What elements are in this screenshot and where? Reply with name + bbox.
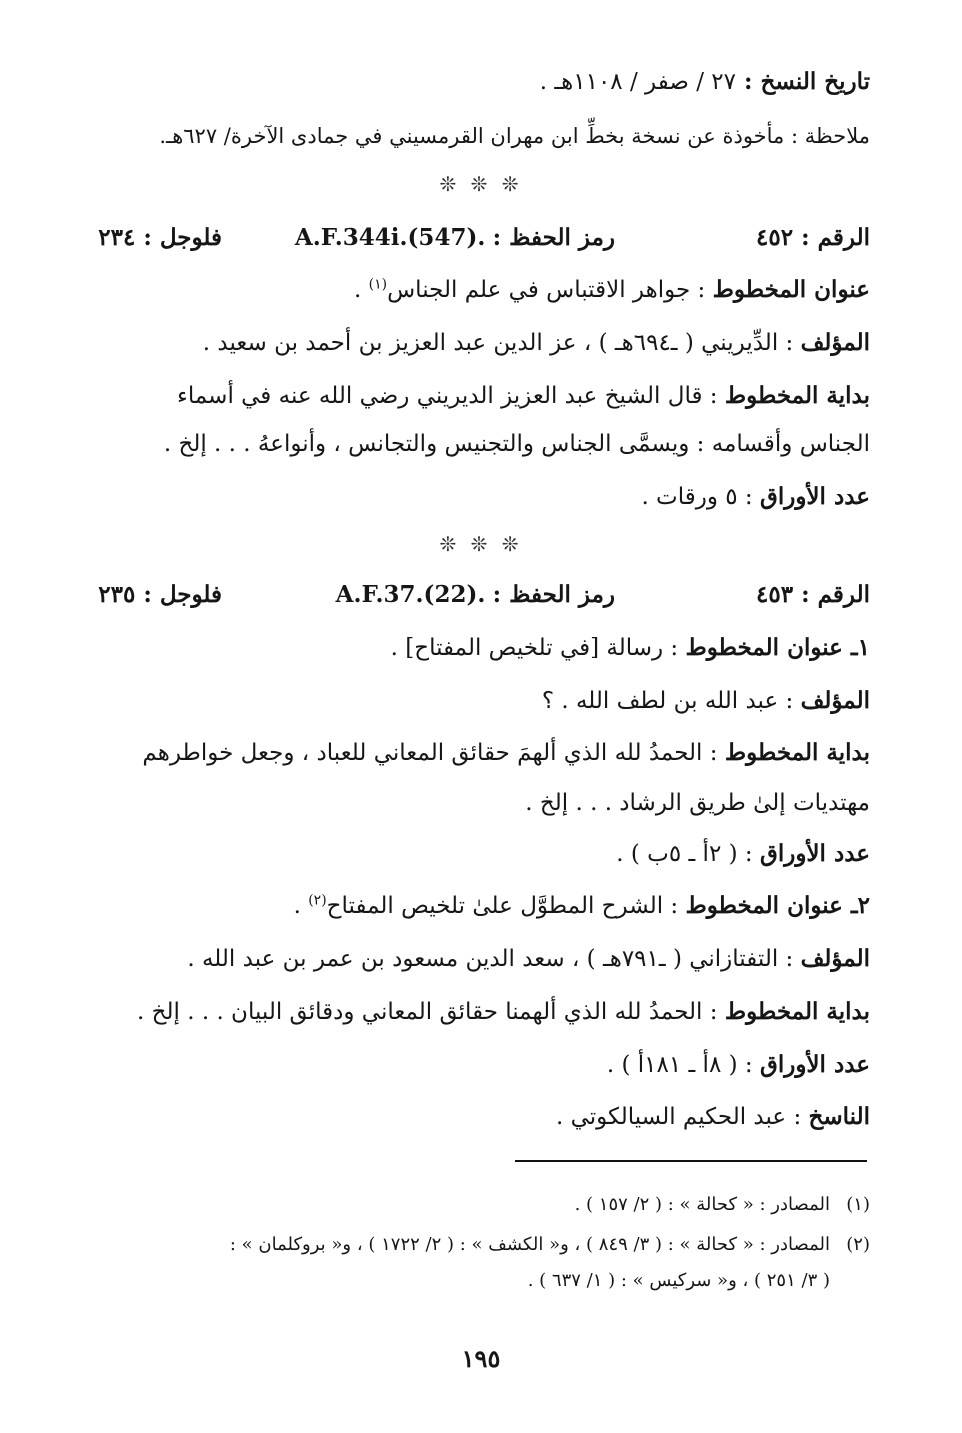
entry-453-part1-leaves-line: عدد الأوراق : ( ٢أ ـ ٥ب ) .: [616, 840, 870, 867]
copy-date-label: تاريخ النسخ: [760, 68, 870, 95]
entry-453-footnote-ref: (٢): [308, 892, 327, 909]
entry-452-code-label: رمز الحفظ :: [492, 224, 615, 251]
entry-453-part1-title-line: ١ـ عنوان المخطوط : رسالة [في تلخيص المفتاح] .: [390, 634, 870, 661]
footnote-1-mark: (١): [846, 1194, 870, 1215]
entry-452-author-line: المؤلف : الدِّيريني ( ـ٦٩٤هـ ) ، عز الدين عبد العزيز بن أحمد بن سعيد .: [202, 329, 870, 356]
entry-452-header: [80, 220, 870, 256]
footnote-1: [80, 1190, 870, 1220]
entry-452-footnote-ref: (١): [368, 276, 388, 293]
entry-453-part1-start-continuation: مهتديات إلىٰ طريق الرشاد . . . إلخ .: [525, 790, 870, 816]
entry-453-part2-author-line: المؤلف : التفتازاني ( ـ٧٩١هـ ) ، سعد الدين مسعود بن عمر بن عبد الله .: [187, 945, 870, 972]
entry-452-author-value: الدِّيريني ( ـ٦٩٤هـ ) ، عز الدين عبد العزيز بن أحمد بن سعيد .: [202, 330, 779, 356]
entry-453-part1-leaves-label: عدد الأوراق: [759, 840, 870, 867]
entry-453-part2-title-label: ٢ـ عنوان المخطوط: [685, 892, 870, 919]
copy-date-line: تاريخ النسخ : ٢٧ / صفر / ١١٠٨هـ .: [539, 68, 870, 95]
entry-452-code-value: A.F.344i.(547).: [294, 224, 486, 251]
entry-453-code-value: A.F.37.(22).: [335, 581, 486, 608]
entry-453-part1-title-value: رسالة [في تلخيص المفتاح] .: [390, 635, 664, 661]
entry-453-part2-copyist-label: الناسخ: [808, 1103, 870, 1130]
entry-452-title-label: عنوان المخطوط: [712, 276, 870, 303]
entry-453-part2-start-value: الحمدُ لله الذي ألهمنا حقائق المعاني ودقائق البيان . . . إلخ .: [137, 999, 703, 1025]
entry-453-code: [336, 577, 615, 613]
entry-452-author-label: المؤلف: [800, 329, 870, 356]
footnote-1-text: المصادر : « كحالة » : ( ٢/ ١٥٧ ) .: [574, 1194, 830, 1215]
copy-date-value: ٢٧ / صفر / ١١٠٨هـ .: [539, 69, 736, 95]
entry-453-part2-start-label: بداية المخطوط: [724, 998, 870, 1025]
note-line: ملاحظة : مأخوذة عن نسخة بخطِّ ابن مهران القرمسيني في جمادى الآخرة/ ٦٢٧هـ.: [159, 124, 870, 148]
footnote-2-continuation: ( ٣/ ٢٥١ ) ، و« سركيس » : ( ١/ ٦٣٧ ) .: [527, 1270, 830, 1291]
footnote-2: [80, 1230, 870, 1260]
entry-453-part2-copyist-value: عبد الحكيم السيالكوتي .: [555, 1104, 787, 1130]
separator-1: ❊ ❊ ❊: [439, 172, 523, 196]
entry-453-code-label: رمز الحفظ :: [492, 581, 615, 608]
entry-453-part2-leaves-label: عدد الأوراق: [759, 1051, 870, 1078]
footnote-rule: [515, 1160, 867, 1162]
entry-453-part1-start-line: بداية المخطوط : الحمدُ لله الذي ألهمَ حقائق المعاني للعباد ، وجعل خواطرهم: [142, 739, 870, 766]
entry-453-part1-author-line: المؤلف : عبد الله بن لطف الله . ؟: [541, 687, 870, 714]
entry-453-part1-title-label: ١ـ عنوان المخطوط: [685, 634, 870, 661]
entry-453-part2-copyist-line: الناسخ : عبد الحكيم السيالكوتي .: [555, 1103, 870, 1130]
page-number: ١٩٥: [461, 1344, 501, 1373]
entry-452-leaves-label: عدد الأوراق: [759, 483, 870, 510]
entry-453-part2-title-value: الشرح المطوَّل علىٰ تلخيص المفتاح: [326, 893, 664, 919]
entry-453-part1-leaves-value: ( ٢أ ـ ٥ب ) .: [616, 841, 738, 867]
note-label: ملاحظة: [804, 124, 870, 148]
footnote-2-mark: (٢): [846, 1234, 870, 1255]
entry-453-part2-author-value: التفتازاني ( ـ٧٩١هـ ) ، سعد الدين مسعود بن عمر بن عبد الله .: [187, 946, 779, 972]
entry-453-number: الرقم : ٤٥٣: [756, 581, 870, 608]
entry-452-code: [295, 220, 615, 256]
entry-453-part1-start-value-1: الحمدُ لله الذي ألهمَ حقائق المعاني للعباد ، وجعل خواطرهم: [142, 740, 703, 766]
separator-2: ❊ ❊ ❊: [439, 532, 523, 556]
entry-452-title-value: جواهر الاقتباس في علم الجناس: [387, 277, 691, 303]
entry-453-part2-leaves-line: عدد الأوراق : ( ٨أ ـ ١٨١أ ) .: [606, 1051, 870, 1078]
entry-453-part2-author-label: المؤلف: [800, 945, 870, 972]
entry-452-leaves-value: ٥ ورقات .: [641, 484, 738, 510]
entry-452-start-label: بداية المخطوط: [724, 382, 870, 409]
entry-453-header: [80, 577, 870, 613]
entry-452-flugel: فلوجل : ٢٣٤: [98, 224, 222, 251]
entry-453-part1-start-label: بداية المخطوط: [724, 739, 870, 766]
entry-452-start-value-1: قال الشيخ عبد العزيز الديريني رضي الله عنه في أسماء: [177, 383, 703, 409]
entry-452-number: الرقم : ٤٥٢: [756, 224, 870, 251]
entry-452-start-line: بداية المخطوط : قال الشيخ عبد العزيز الديريني رضي الله عنه في أسماء: [177, 382, 870, 409]
entry-453-flugel: فلوجل : ٢٣٥: [98, 581, 222, 608]
entry-453-part2-title-line: ٢ـ عنوان المخطوط : الشرح المطوَّل علىٰ تلخيص المفتاح$^{(٢)}$ .: [293, 892, 870, 919]
entry-453-part1-author-label: المؤلف: [800, 687, 870, 714]
entry-453-part2-leaves-value: ( ٨أ ـ ١٨١أ ) .: [606, 1052, 738, 1078]
entry-453-part1-author-value: عبد الله بن لطف الله . ؟: [541, 688, 779, 714]
footnote-2-text-1: المصادر : « كحالة » : ( ٣/ ٨٤٩ ) ، و« الكشف » : ( ٢/ ١٧٢٢ ) ، و« بروكلمان » :: [229, 1234, 830, 1255]
entry-452-start-continuation: الجناس وأقسامه : ويسمَّى الجناس والتجنيس والتجانس ، وأنواعهُ . . . إلخ .: [163, 431, 870, 457]
entry-453-part2-start-line: بداية المخطوط : الحمدُ لله الذي ألهمنا حقائق المعاني ودقائق البيان . . . إلخ .: [137, 998, 870, 1025]
entry-452-title-line: عنوان المخطوط : جواهر الاقتباس في علم الجناس$^{(١)}$ .: [354, 276, 870, 303]
entry-452-leaves-line: عدد الأوراق : ٥ ورقات .: [641, 483, 870, 510]
note-value: مأخوذة عن نسخة بخطِّ ابن مهران القرمسيني في جمادى الآخرة/ ٦٢٧هـ.: [159, 124, 785, 148]
